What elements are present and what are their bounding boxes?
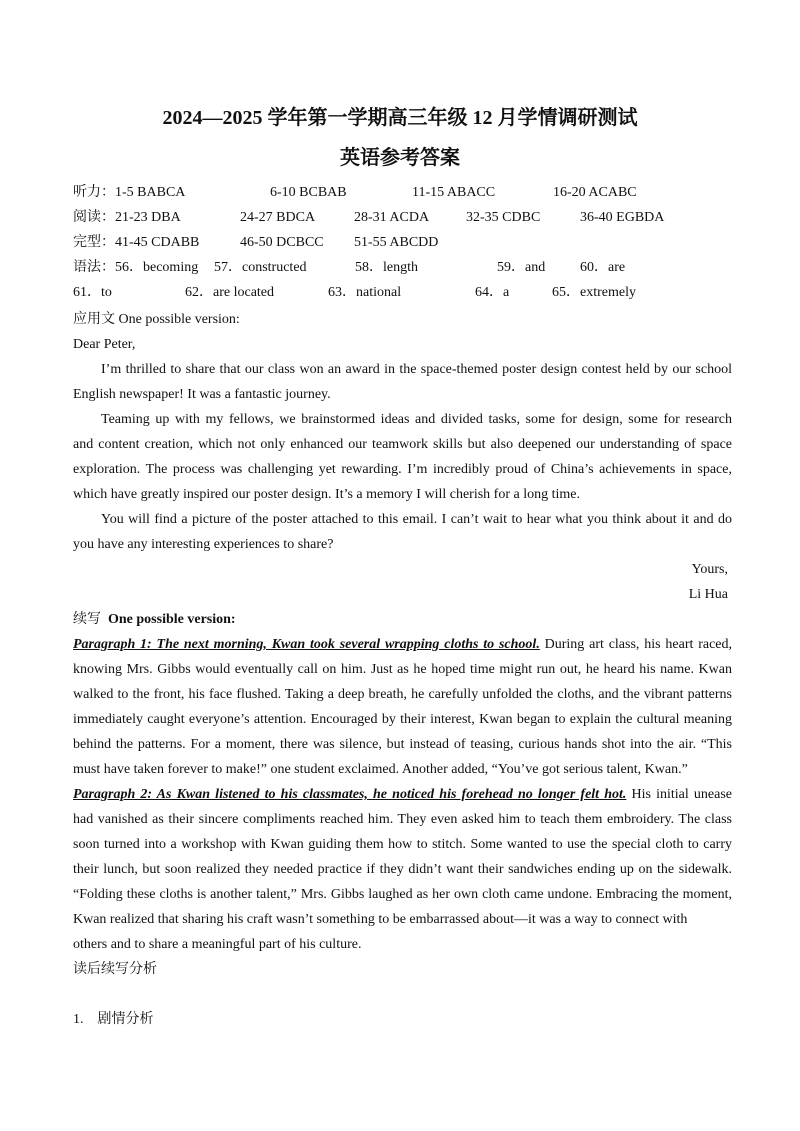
story-line: Kwan realized that sharing his craft wasn’t something to be embarrassed about—it was a way to connect with <box>73 912 688 927</box>
answer-group: 24-27 BDCA <box>240 210 316 225</box>
page-subtitle: 英语参考答案 <box>340 147 460 169</box>
answer-group: 41-45 CDABB <box>115 235 200 250</box>
cloze-label: 完型： <box>73 235 115 250</box>
story-line: had vanished as their sincere compliments reached him. They even asked him to teach them embroidery. The class <box>73 812 732 827</box>
grammar-label: 语法： <box>73 260 115 275</box>
answer-item: 60．are <box>580 260 626 275</box>
story-line: walked to the front, his face flushed. Taking a deep breath, he carefully unfolded the cloths, and the vibrant patterns <box>73 687 732 702</box>
story-text: During art class, his heart raced, <box>539 637 732 652</box>
section-label: 续写 <box>73 612 101 627</box>
story-line: behind the patterns. For a moment, there was silence, but instead of teasing, curious hands shot into the air. “This <box>73 737 732 752</box>
section-subheading: One possible version: <box>108 612 236 627</box>
answer-item: 59．and <box>497 260 546 275</box>
answer-item: 56．becoming <box>115 260 199 275</box>
story-text: His initial unease <box>626 787 733 802</box>
answer-group: 1-5 BABCA <box>115 185 186 200</box>
answer-group: 28-31 ACDA <box>354 210 430 225</box>
letter-line: and content creation, which not only enhanced our teamwork skills but also deepened our understanding of space <box>73 437 732 452</box>
answer-group: 16-20 ACABC <box>553 185 637 200</box>
section-heading: 应用文 One possible version: <box>73 312 240 327</box>
paragraph-2-prompt: Paragraph 2: As Kwan listened to his classmates, he noticed his forehead no longer felt hot. <box>73 787 627 802</box>
answer-group: 32-35 CDBC <box>466 210 541 225</box>
story-line: others and to share a meaningful part of his culture. <box>73 937 362 952</box>
story-line: immediately caught everyone’s attention. Encouraged by their interest, Kwan began to explain the cultural meaning <box>73 712 732 727</box>
analysis-item: 1. 剧情分析 <box>73 1012 154 1027</box>
answer-item: 57．constructed <box>214 260 307 275</box>
answer-group: 6-10 BCBAB <box>270 185 347 200</box>
answer-item: 65．extremely <box>552 285 636 300</box>
answer-group: 11-15 ABACC <box>412 185 496 200</box>
answer-item: 62．are located <box>185 285 275 300</box>
answer-group: 21-23 DBA <box>115 210 181 225</box>
answer-group: 36-40 EGBDA <box>580 210 665 225</box>
answer-item: 63．national <box>328 285 402 300</box>
letter-line: English newspaper! It was a fantastic journey. <box>73 387 331 402</box>
reading-label: 阅读： <box>73 210 115 225</box>
answer-item: 61．to <box>73 285 112 300</box>
story-line <box>73 635 732 655</box>
letter-line: I’m thrilled to share that our class won an award in the space-themed poster design contest held by our school <box>101 362 732 377</box>
analysis-heading: 读后续写分析 <box>73 962 157 977</box>
letter-line: You will find a picture of the poster attached to this email. I can’t wait to hear what you think about it and do <box>101 512 732 527</box>
letter-signature: Li Hua <box>688 587 728 602</box>
letter-line: exploration. The process was challenging yet rewarding. I’m incredibly proud of China’s achievements in space, <box>73 462 732 477</box>
answer-item: 58．length <box>355 260 418 275</box>
story-line: their lunch, but soon realized they needed practice if they didn’t want their sandwiches ending up on the sidewalk. <box>73 862 732 877</box>
story-line: “Folding these cloths is another talent,” Mrs. Gibbs laughed as her own cloth came undone. Embracing the moment, <box>73 887 732 902</box>
letter-line: Teaming up with my fellows, we brainstormed ideas and divided tasks, some for design, some for research <box>101 412 732 427</box>
story-line: soon turned into a workshop with Kwan guiding them how to stitch. Some wanted to use the special cloth to carry <box>73 837 732 852</box>
story-line: must have taken forever to make!” one student exclaimed. Another added, “You’ve got serious talent, Kwan.” <box>73 762 688 777</box>
letter-line: you have any interesting experiences to share? <box>73 537 334 552</box>
paragraph-1-prompt: Paragraph 1: The next morning, Kwan took several wrapping cloths to school. <box>73 637 540 652</box>
section-heading <box>73 610 732 630</box>
listening-label: 听力： <box>73 185 115 200</box>
letter-greeting: Dear Peter, <box>73 337 136 352</box>
answer-group: 51-55 ABCDD <box>354 235 439 250</box>
page-title: 2024—2025 学年第一学期高三年级 12 月学情调研测试 <box>162 107 638 129</box>
letter-closing: Yours, <box>691 562 728 577</box>
letter-line: which have greatly inspired our poster design. It’s a memory I will cherish for a long time. <box>73 487 580 502</box>
answer-group: 46-50 DCBCC <box>240 235 324 250</box>
story-line: knowing Mrs. Gibbs would eventually call on him. Just as he hoped time might run out, he heard his name. Kwan <box>73 662 732 677</box>
story-line <box>73 785 732 805</box>
answer-item: 64．a <box>475 285 510 300</box>
